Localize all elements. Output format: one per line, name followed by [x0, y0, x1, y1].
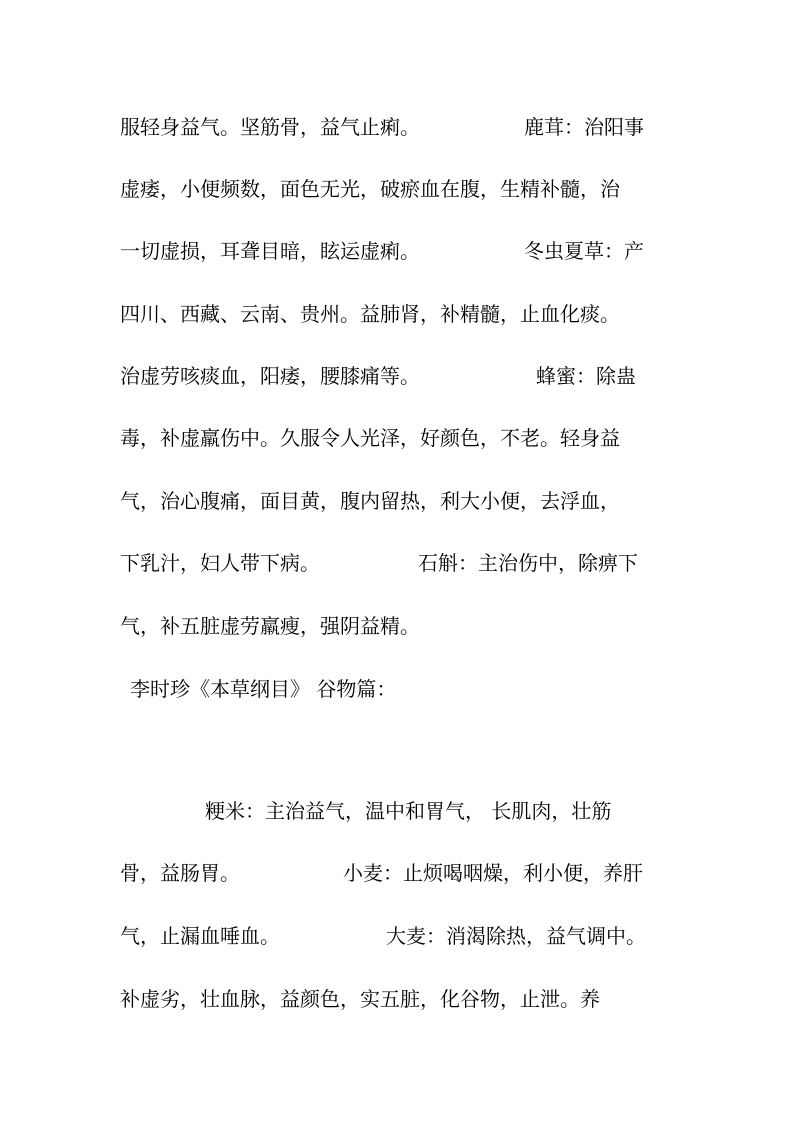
- text-segment: 蜂蜜：除蛊: [536, 364, 636, 388]
- text-line-12: [0, 857, 794, 889]
- text-line-1: [0, 111, 794, 143]
- section-heading-text: 李时珍《本草纲目》 谷物篇：: [130, 677, 397, 701]
- text-segment: 下乳汁，妇人带下病。: [120, 551, 320, 575]
- text-segment: 毒，补虚羸伤中。久服令人光泽，好颜色，不老。轻身益: [120, 426, 620, 450]
- text-segment: 粳米：主治益气，温中和胃气， 长肌肉，壮筋: [205, 799, 612, 823]
- text-segment: 小麦：止烦喝咽燥，利小便，养肝: [343, 861, 643, 885]
- text-line-8: [0, 547, 794, 579]
- text-line-6: [0, 422, 794, 454]
- text-line-5: [0, 360, 794, 392]
- text-segment: 气，补五脏虚劳羸瘦，强阴益精。: [120, 614, 420, 638]
- text-segment: 补虚劣，壮血脉，益颜色，实五脏，化谷物，止泄。养: [120, 987, 600, 1011]
- text-segment: 鹿茸：治阳事: [524, 115, 644, 139]
- text-line-11: [0, 795, 794, 827]
- text-segment: 大麦：消渴除热，益气调中。: [386, 924, 646, 948]
- text-segment: 四川、西藏、云南、贵州。益肺肾，补精髓，止血化痰。: [120, 302, 620, 326]
- text-segment: 治虚劳咳痰血，阳痿，腰膝痛等。: [120, 364, 420, 388]
- text-line-3: [0, 235, 794, 267]
- text-segment: 虚痿，小便频数，面色无光，破瘀血在腹，生精补髓，治: [120, 177, 620, 201]
- text-segment: 石斛：主治伤中，除痹下: [418, 551, 638, 575]
- section-heading: [0, 673, 794, 705]
- text-segment: 骨，益肠胃。: [120, 861, 240, 885]
- text-segment: 一切虚损，耳聋目暗，眩运虚痢。: [120, 239, 420, 263]
- text-line-13: [0, 920, 794, 952]
- text-segment: 冬虫夏草：产: [524, 239, 644, 263]
- text-segment: 气，治心腹痛，面目黄，腹内留热，利大小便，去浮血，: [120, 489, 620, 513]
- text-line-4: [0, 298, 794, 330]
- text-line-14: [0, 983, 794, 1015]
- text-line-9: [0, 610, 794, 642]
- text-segment: 服轻身益气。坚筋骨，益气止痢。: [120, 115, 420, 139]
- text-line-2: [0, 173, 794, 205]
- text-segment: 气，止漏血唾血。: [120, 924, 280, 948]
- text-line-7: [0, 485, 794, 517]
